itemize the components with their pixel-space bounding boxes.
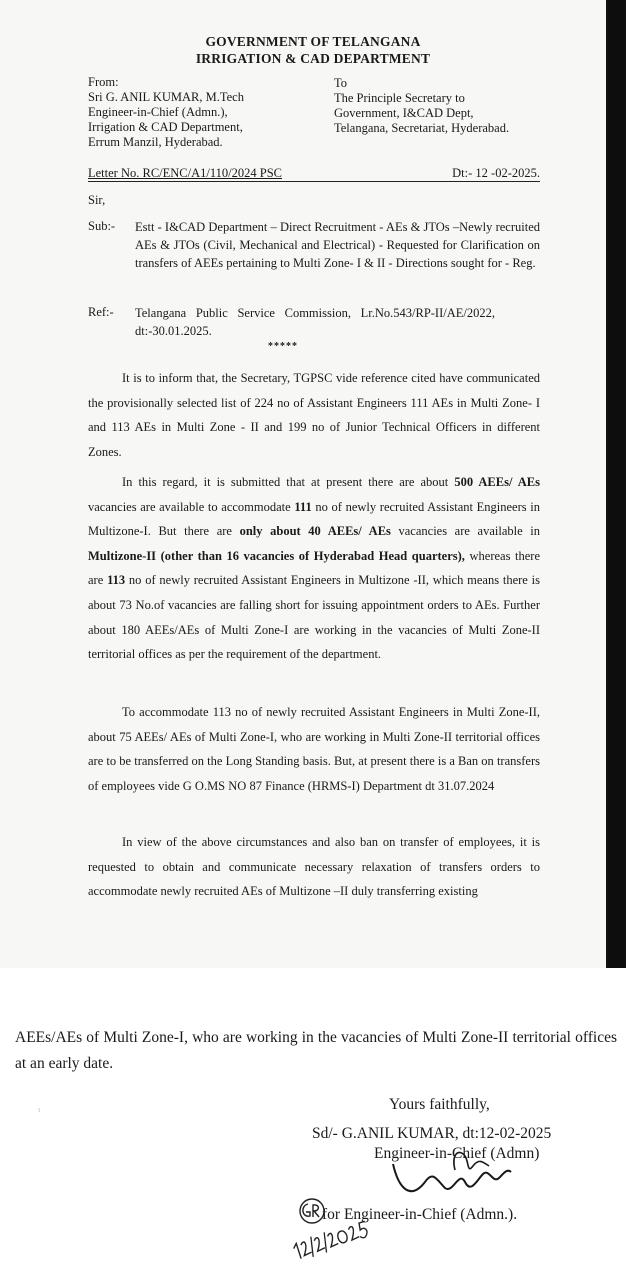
reference-text: Telangana Public Service Commission, Lr.No.543/RP-II/AE/2022, dt:-30.01.2025. [135,306,495,338]
initials-mark [300,1199,324,1223]
closing-yours-faithfully: Yours faithfully, [389,1096,490,1113]
from-line-1: Sri G. ANIL KUMAR, M.Tech [88,90,244,104]
to-line-2: Government, I&CAD Dept, [334,106,474,120]
designation-line: Engineer-in-Chief (Admn) [374,1145,540,1162]
letter-date: Dt:- 12 -02-2025. [452,166,540,180]
page2-continuation: AEEs/AEs of Multi Zone-I, who are working in the vacancies of Multi Zone-II territorial offices at an early date. [15,1029,617,1072]
reference-label: Ref:- [88,305,114,319]
from-block [88,75,244,150]
signed-by-line: Sd/- G.ANIL KUMAR, dt:12-02-2025 [312,1125,552,1142]
from-label: From: [88,75,119,89]
handwritten-signature [385,1140,520,1208]
body-paragraph-2: In this regard, it is submitted that at present there are about 500 AEEs/ AEs vacancies are available to accommodate 111 no of newly recruited Assistant Engineers in Multizone-I. But there are only about 40 AEEs/ AEs vacancies are available in Multizone-II (other than 16 vacancies of Hyderabad Head quarters), whereas there are 113 no of newly recruited Assistant Engineers in Multizone -II, which means there is about 73 No.of vacancies are falling short for issuing appointment orders to AEs. Further about 180 AEEs/AEs of Multi Zone-I are working in the vacancies of Multi Zone-II territorial offices as per the requirement of the department. [88,475,541,662]
body-paragraph-1: It is to inform that, the Secretary, TGPSC vide reference cited have communicated the provisionally selected list of 224 no of Assistant Engineers 111 AEs in Multi Zone- I and 113 AEs in Multi Zone - II and 199 no of Junior Technical Officers in different Zones. [88,371,540,459]
salutation: Sir, [88,193,106,207]
body-paragraph-3: To accommodate 113 no of newly recruited Assistant Engineers in Multi Zone-II, about 75 AEEs/ AEs of Multi Zone-I, who are working in Multi Zone-II territorial offices are to be transferred on the Long Standing basis. But, at present there is a Ban on transfers of employees vide G O.MS NO 87 Finance (HRMS-I) Department dt 31.07.2024 [88,705,540,793]
header-department: IRRIGATION & CAD DEPARTMENT [195,51,431,66]
signature-stroke [393,1164,511,1191]
signature-flourish [454,1152,489,1170]
letter-reference-line [88,165,540,182]
to-label: To [334,76,348,90]
from-line-2: Engineer-in-Chief (Admn.), [88,105,228,119]
initials-date [292,1219,370,1262]
scan-edge-strip [608,0,626,968]
for-engineer-line: for Engineer-in-Chief (Admn.). [322,1206,518,1223]
handwritten-initials-date [286,1192,371,1262]
subject-label: Sub:- [88,219,116,233]
from-line-3: Irrigation & CAD Department, [88,120,243,134]
subject-text: Estt - I&CAD Department – Direct Recruitment - AEs & JTOs –Newly recruited AEs & JTOs (Civil, Mechanical and Electrical) - Requested for Clarification on transfers of AEEs pertaining to Multi Zone- I & II - Directions sought for - Reg. [135,220,540,270]
body-paragraph-4: In view of the above circumstances and also ban on transfer of employees, it is requested to obtain and communicate necessary relaxation of transfers orders to accommodate newly recruited AEs of Multizone –II duly transferring existing [88,835,540,899]
to-line-1: The Principle Secretary to [334,91,465,105]
to-line-3: Telangana, Secretariat, Hyderabad. [334,121,510,135]
to-block [334,76,509,136]
scan-speck: ı [38,1105,41,1114]
letter-number: Letter No. RC/ENC/A1/110/2024 PSC [88,166,282,180]
from-line-4: Errum Manzil, Hyderabad. [88,135,223,149]
header-government: GOVERNMENT OF TELANGANA [205,34,421,49]
separator-stars: ***** [268,341,298,352]
